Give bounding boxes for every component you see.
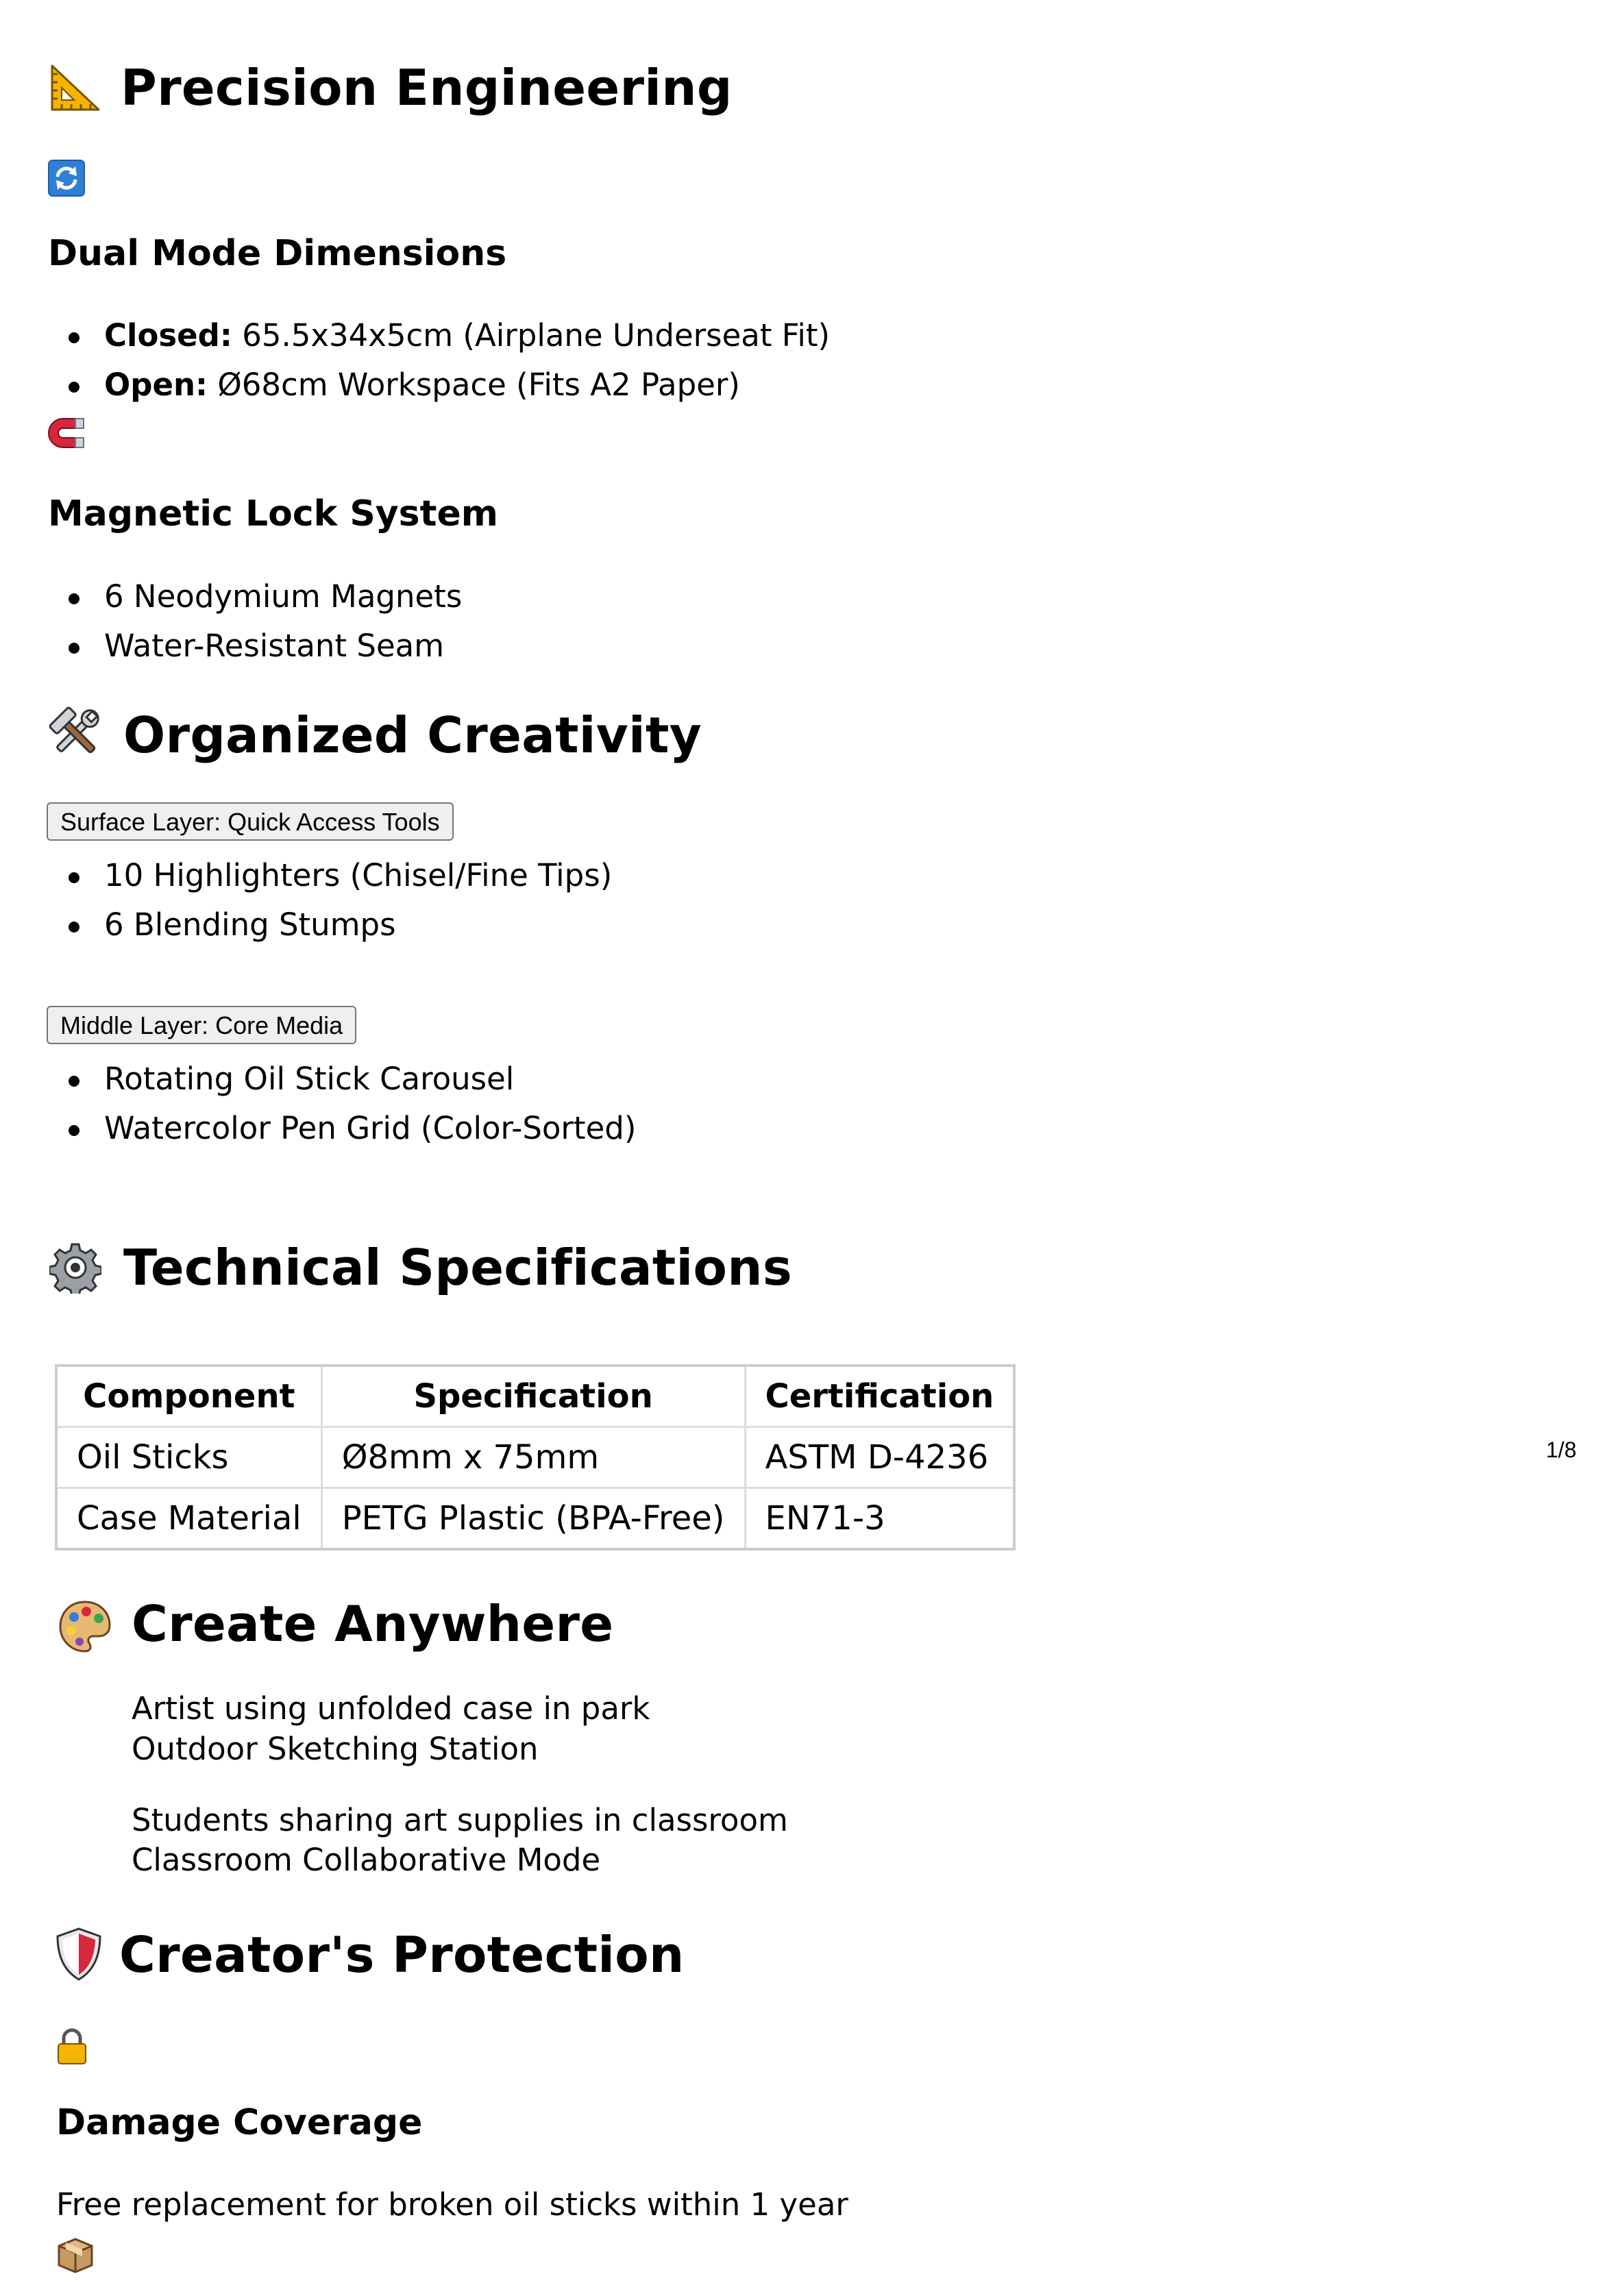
figure-alt-text: Students sharing art supplies in classroom [132,1802,788,1838]
list-item: Watercolor Pen Grid (Color-Sorted) [48,1113,636,1162]
surface-layer-list [48,857,613,959]
table-cell: EN71-3 [745,1488,1014,1550]
column-header: Certification [745,1366,1014,1427]
table-cell: PETG Plastic (BPA-Free) [321,1488,745,1550]
section-title-precision: Precision Engineering [121,59,733,116]
layer-tag-middle: Middle Layer: Core Media [47,1006,356,1044]
section-title-protection: Creator's Protection [119,1926,685,1984]
coverage-text: Free replacement for broken oil sticks within 1 year [56,2186,848,2223]
page-number: 1/8 [1546,1437,1577,1462]
list-item: Rotating Oil Stick Carousel [48,1063,636,1113]
list-item: Water-Resistant Seam [48,630,462,680]
table-row [56,1488,1014,1550]
shield-icon [55,1927,103,1984]
figure-caption: Classroom Collaborative Mode [132,1842,601,1878]
middle-layer-list [48,1063,636,1162]
table-cell: Oil Sticks [56,1427,321,1488]
table-cell: Ø8mm x 75mm [321,1427,745,1488]
item-text: 65.5x34x5cm (Airplane Underseat Fit) [232,317,831,354]
triangular-ruler-icon [48,60,103,118]
list-item [48,317,831,369]
section-title-create: Create Anywhere [132,1595,614,1653]
hammer-and-wrench-icon [48,706,103,763]
table-cell: ASTM D-4236 [745,1427,1014,1488]
table-row [56,1427,1014,1488]
list-item: 6 Blending Stumps [48,909,612,959]
section-title-organized: Organized Creativity [123,706,702,764]
figure-caption: Outdoor Sketching Station [132,1731,539,1767]
item-label: Open: [104,367,208,403]
column-header: Specification [321,1366,745,1427]
lock-icon [56,2028,88,2068]
column-header: Component [56,1366,321,1427]
arrows-cycle-icon [48,160,85,199]
table-header-row [56,1366,1014,1427]
item-label: Closed: [104,317,232,354]
list-item [48,369,830,419]
subsection-title-damage-coverage: Damage Coverage [56,2102,423,2143]
magnetic-lock-list [48,578,463,680]
subsection-title-dual-mode: Dual Mode Dimensions [48,233,507,274]
specs-table [55,1364,1016,1551]
artist-palette-icon [58,1599,112,1657]
subsection-title-magnetic-lock: Magnetic Lock System [48,493,498,534]
figure-alt-text: Artist using unfolded case in park [132,1690,650,1727]
gear-icon [49,1242,101,1296]
item-text: Ø68cm Workspace (Fits A2 Paper) [208,367,740,403]
dual-mode-list [48,317,831,419]
list-item: 6 Neodymium Magnets [48,581,462,630]
table-cell: Case Material [56,1488,321,1550]
layer-tag-surface: Surface Layer: Quick Access Tools [47,802,454,841]
package-icon [56,2236,95,2278]
magnet-icon [48,416,85,453]
section-title-specs: Technical Specifications [123,1239,793,1296]
list-item: 10 Highlighters (Chisel/Fine Tips) [48,860,612,909]
